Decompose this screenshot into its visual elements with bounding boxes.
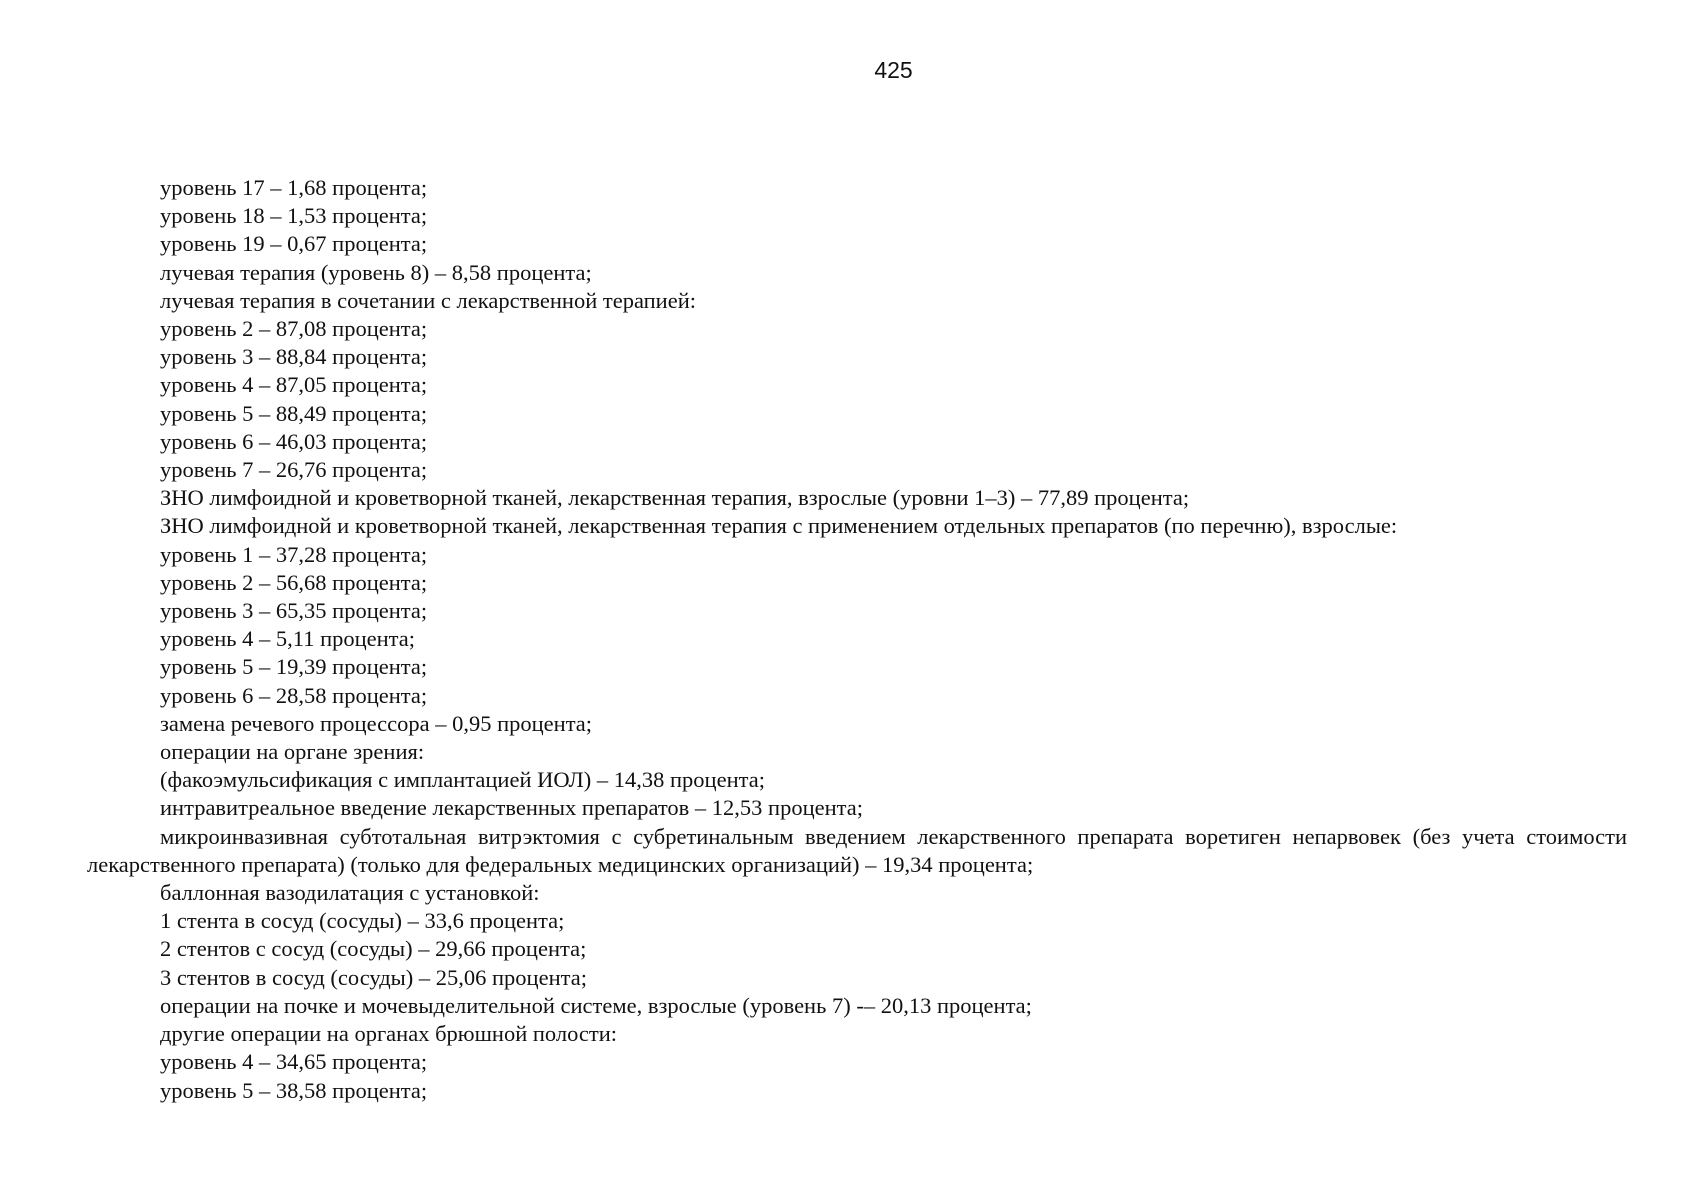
document-body xyxy=(87,174,1627,1105)
text-line: уровень 4 – 87,05 процента; xyxy=(160,372,428,398)
text-line: замена речевого процессора – 0,95 процента; xyxy=(160,710,593,736)
text-line: уровень 5 – 38,58 процента; xyxy=(160,1077,428,1103)
page-number: 425 xyxy=(874,57,913,83)
text-line: лучевая терапия в сочетании с лекарственной терапией: xyxy=(160,287,697,313)
text-line: уровень 3 – 88,84 процента; xyxy=(160,344,428,370)
text-line: ЗНО лимфоидной и кроветворной тканей, лекарственная терапия с применением отдельных препаратов (по перечню), взрослые: xyxy=(160,513,1398,539)
text-line: уровень 4 – 5,11 процента; xyxy=(160,626,416,652)
text-line: уровень 19 – 0,67 процента; xyxy=(160,231,428,257)
text-line: ЗНО лимфоидной и кроветворной тканей, лекарственная терапия, взрослые (уровни 1–3) – 77,89 процента; xyxy=(160,485,1190,511)
text-line: уровень 3 – 65,35 процента; xyxy=(160,598,428,624)
text-line: уровень 5 – 88,49 процента; xyxy=(160,400,428,426)
text-line: уровень 6 – 28,58 процента; xyxy=(160,682,428,708)
text-line: другие операции на органах брюшной полости: xyxy=(160,1021,617,1047)
text-line: баллонная вазодилатация с установкой: xyxy=(160,880,540,906)
text-line: уровень 18 – 1,53 процента; xyxy=(160,203,428,229)
text-line: 2 стентов с сосуд (сосуды) – 29,66 процента; xyxy=(160,936,587,962)
text-line: уровень 4 – 34,65 процента; xyxy=(160,1049,428,1075)
text-line: уровень 7 – 26,76 процента; xyxy=(160,457,428,483)
text-line: (факоэмульсификация с имплантацией ИОЛ) – 14,38 процента; xyxy=(160,767,765,793)
text-line: интравитреальное введение лекарственных препаратов – 12,53 процента; xyxy=(160,795,863,821)
text-paragraph: микроинвазивная субтотальная витрэктомия с субретинальным введением лекарственного препарата воретиген непарвовек (без учета стоимости лекарственного препарата) (только для федеральных медицинских организаций) – 19,34 процента; xyxy=(87,823,1627,877)
text-line: 1 стента в сосуд (сосуды) – 33,6 процента; xyxy=(160,908,565,934)
text-line: уровень 2 – 56,68 процента; xyxy=(160,569,428,595)
text-line: 3 стентов в сосуд (сосуды) – 25,06 процента; xyxy=(160,964,587,990)
text-line: уровень 17 – 1,68 процента; xyxy=(160,175,428,200)
text-line: уровень 1 – 37,28 процента; xyxy=(160,541,428,567)
text-line: уровень 6 – 46,03 процента; xyxy=(160,428,428,454)
text-line: операции на почке и мочевыделительной системе, взрослые (уровень 7) -– 20,13 процента; xyxy=(160,992,1032,1018)
text-line: уровень 2 – 87,08 процента; xyxy=(160,316,428,342)
text-line: операции на органе зрения: xyxy=(160,739,425,765)
text-line: уровень 5 – 19,39 процента; xyxy=(160,654,428,680)
text-line: лучевая терапия (уровень 8) – 8,58 процента; xyxy=(160,259,592,285)
